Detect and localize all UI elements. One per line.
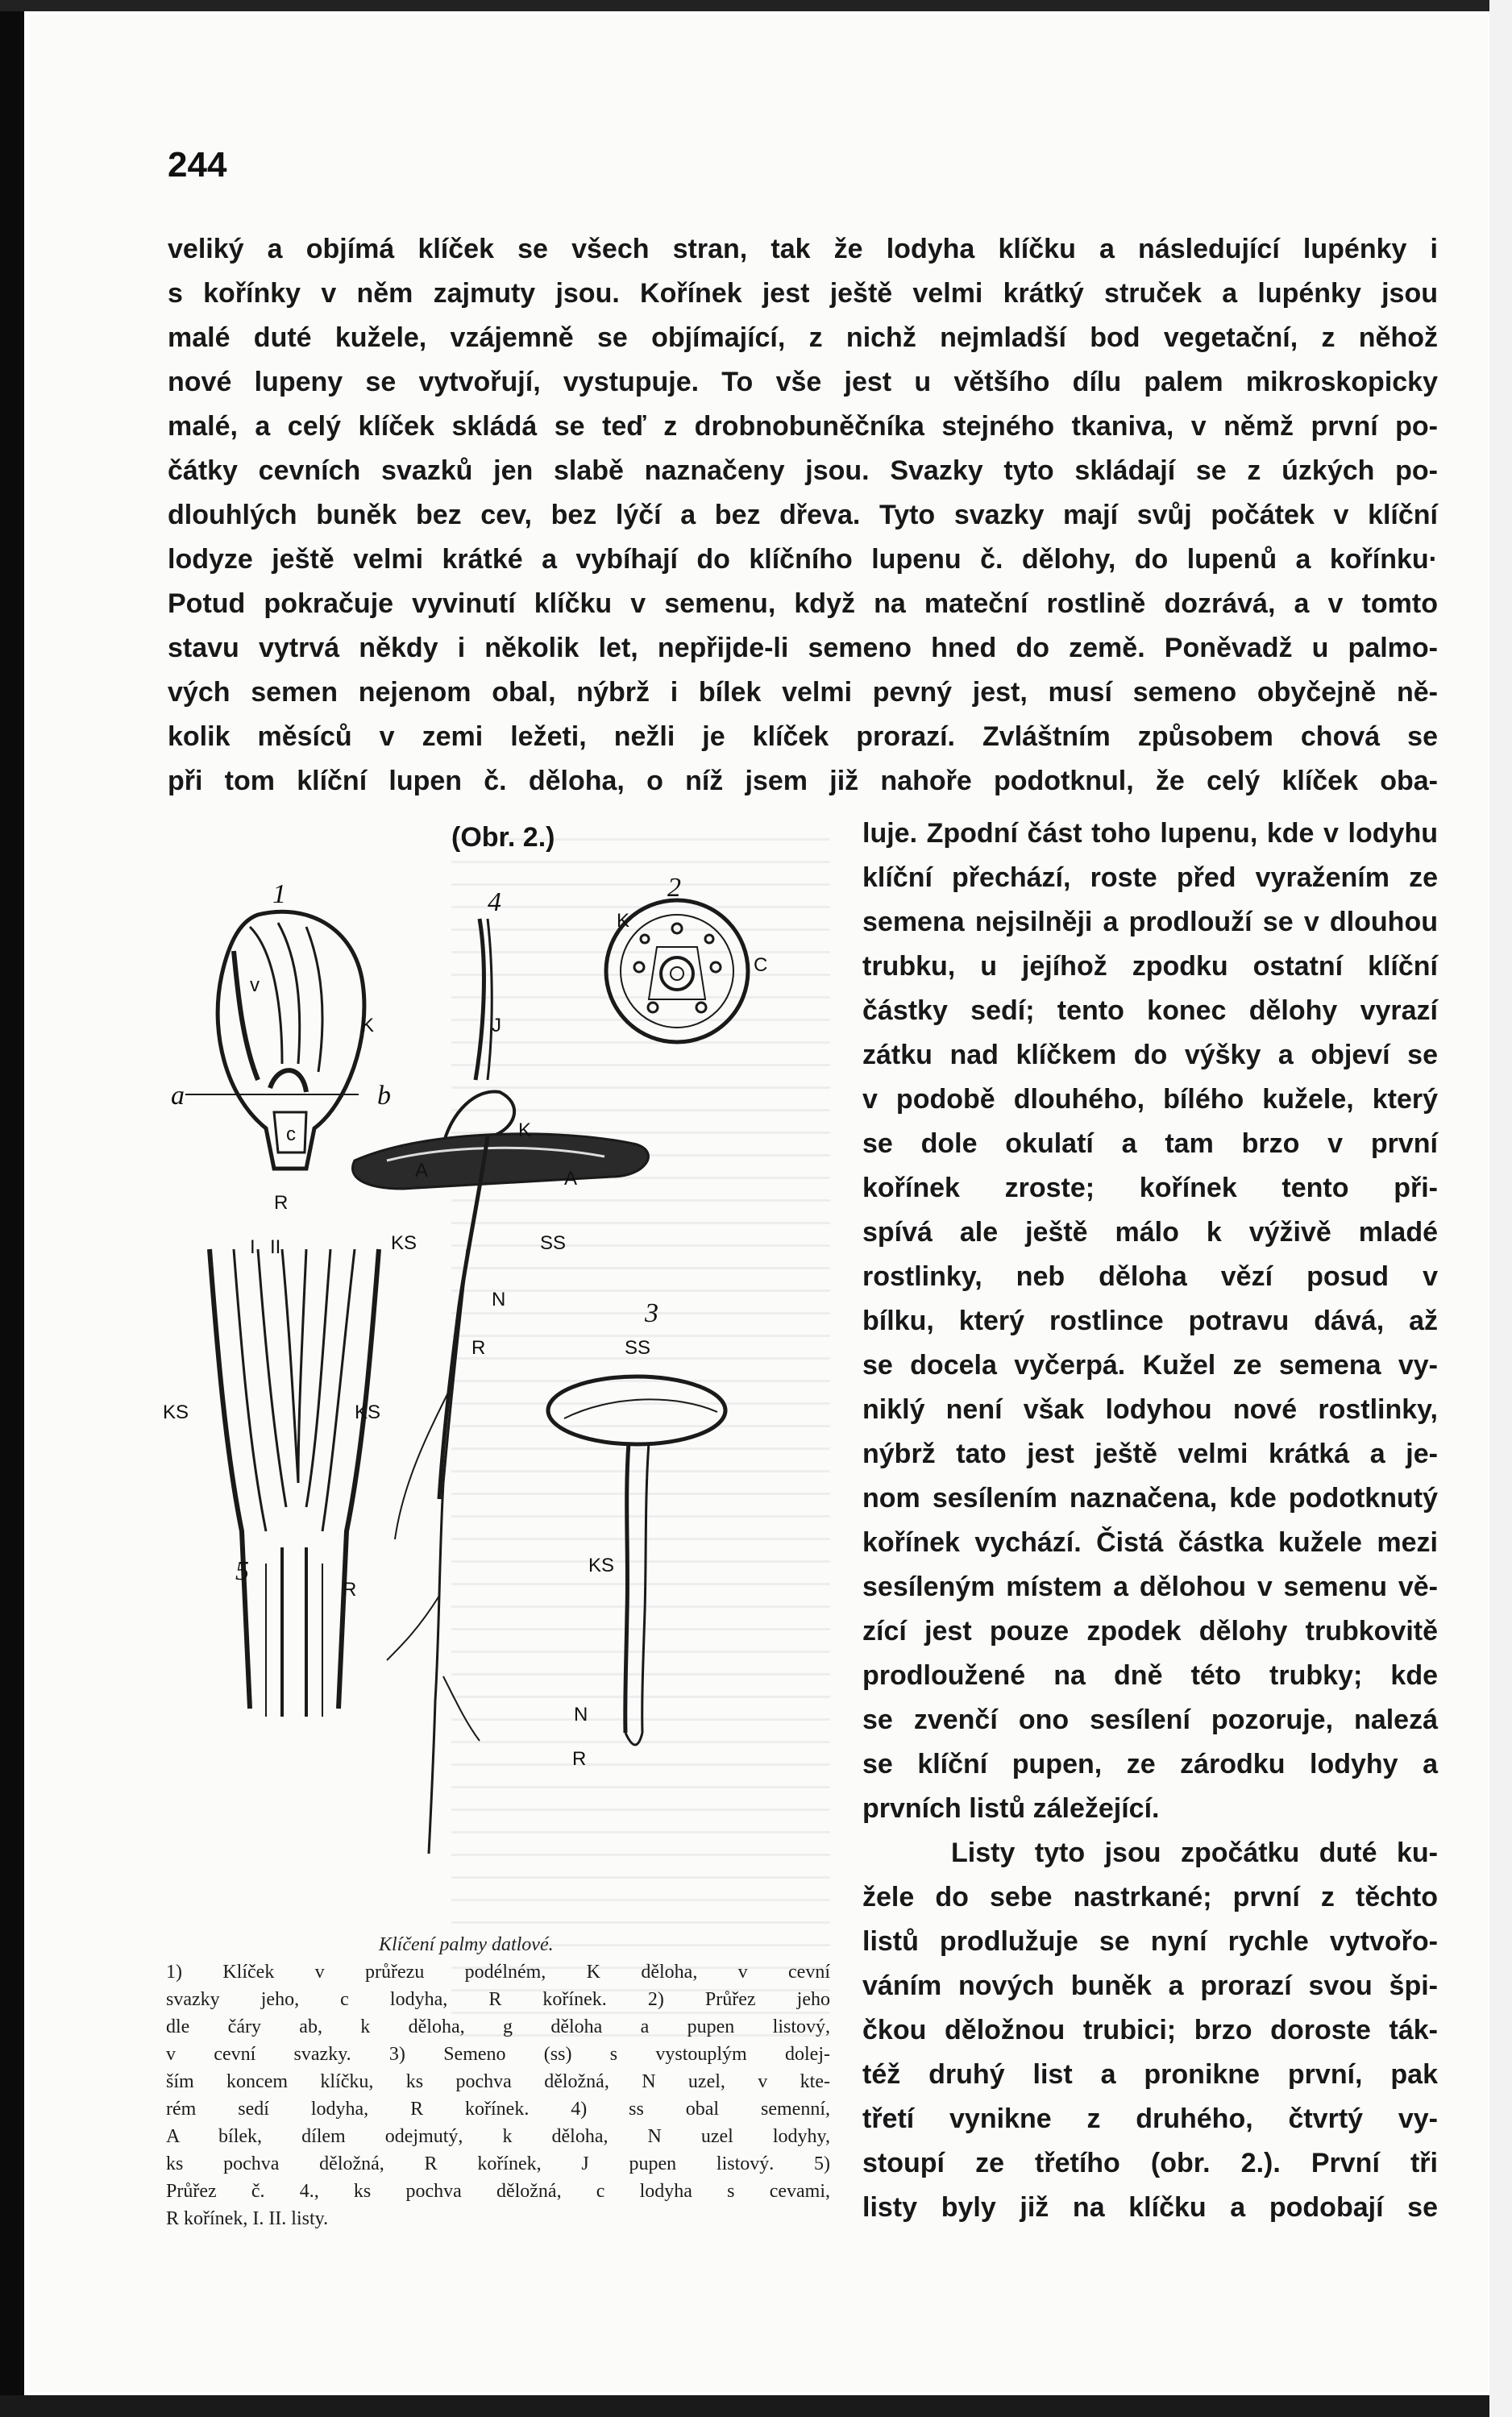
column-line: listů prodlužuje se nyní rychle vytvořo- <box>862 1926 1438 1957</box>
caption-line: Průřez č. 4., ks pochva děložná, c lodyha s cevami, <box>166 2181 830 2202</box>
label-fig1: 1 <box>272 879 286 909</box>
body-line: Potud pokračuje vyvinutí klíčku v semenu, když na mateční rostlině dozrává, a v tomto <box>168 588 1438 619</box>
column-line: čkou děložnou trubici; brzo doroste ták- <box>862 2015 1438 2045</box>
column-line: semena nejsilněji a prodlouží se v dlouhou <box>862 907 1438 937</box>
label-fig4: 4 <box>488 887 501 917</box>
body-line: s kořínky v něm zajmuty jsou. Kořínek jest ještě velmi krátký struček a lupénky jsou <box>168 278 1438 309</box>
column-line: se zvenčí ono sesílení pozoruje, nalezá <box>862 1705 1438 1735</box>
label-n1: N <box>492 1289 506 1310</box>
label-ks1: KS <box>163 1402 189 1423</box>
label-r4: R <box>572 1748 587 1770</box>
label-fig2: 2 <box>667 873 681 903</box>
label-a2: A <box>564 1168 578 1190</box>
caption-title: Klíčení palmy datlové. <box>379 1934 554 1955</box>
page-number: 244 <box>168 145 227 185</box>
figure-title: (Obr. 2.) <box>451 822 555 853</box>
column-line: luje. Zpodní část toho lupenu, kde v lodyhu <box>862 818 1438 849</box>
label-k3: K <box>617 910 630 932</box>
label-r1: R <box>274 1192 289 1214</box>
body-line: při tom klíční lupen č. děloha, o níž jsem již nahoře podotknul, že celý klíček oba- <box>168 766 1438 796</box>
label-ss2: SS <box>625 1337 651 1359</box>
caption-line: svazky jeho, c lodyha, R kořínek. 2) Průřez jeho <box>166 1989 830 2010</box>
column-line: se docela vyčerpá. Kužel ze semena vy- <box>862 1350 1438 1381</box>
scan-edge-left <box>0 0 24 2417</box>
label-ii: II <box>270 1236 281 1258</box>
caption-line: ks pochva děložná, R kořínek, J pupen listový. 5) <box>166 2153 830 2174</box>
column-line: klíční přechází, roste před vyražením ze <box>862 862 1438 893</box>
column-line: nýbrž tato jest ještě velmi krátká a je- <box>862 1439 1438 1469</box>
body-line: malé, a celý klíček skládá se teď z drobnobuněčníka stejného tkaniva, v němž první po- <box>168 411 1438 442</box>
column-line: zící jest pouze zpodek dělohy trubkovitě <box>862 1616 1438 1647</box>
column-line: částky sedí; tento konec dělohy vyrazí <box>862 995 1438 1026</box>
column-line: kořínek vychází. Čistá částka kužele mezi <box>862 1527 1438 1558</box>
fig3-seed-with-sheath <box>548 1377 725 1745</box>
column-line: bílku, který rostlince potravu dává, až <box>862 1306 1438 1336</box>
scan-edge-bottom <box>0 2395 1512 2417</box>
body-line: veliký a objímá klíček se všech stran, tak že lodyha klíčku a následující lupénky i <box>168 234 1438 264</box>
label-j: J <box>492 1015 501 1036</box>
body-line: stavu vytrvá někdy i několik let, nepřijde-li semeno hned do země. Poněvadž u palmo- <box>168 633 1438 663</box>
caption-line: 1) Klíček v průřezu podélném, K děloha, v cevní <box>166 1962 830 1983</box>
column-line: prodloužené na dně této trubky; kde <box>862 1660 1438 1691</box>
label-r2: R <box>471 1337 486 1359</box>
body-line: čátky cevních svazků jen slabě naznačeny jsou. Svazky tyto skládají se z úzkých po- <box>168 455 1438 486</box>
label-a1: A <box>415 1160 429 1182</box>
body-line: dlouhlých buněk bez cev, bez lýčí a bez dřeva. Tyto svazky mají svůj počátek v klíční <box>168 500 1438 530</box>
column-line: listy byly již na klíčku a podobají se <box>862 2192 1438 2223</box>
body-line: vých semen nejenom obal, nýbrž i bílek velmi pevný jest, musí semeno obyčejně ně- <box>168 677 1438 708</box>
column-line: Listy tyto jsou zpočátku duté ku- <box>951 1838 1438 1868</box>
label-i: I <box>250 1236 255 1258</box>
column-line: stoupí ze třetího (obr. 2.). První tři <box>862 2148 1438 2178</box>
body-line: kolik měsíců v zemi ležeti, nežli je klíček prorazí. Zvláštním způsobem chová se <box>168 721 1438 752</box>
column-line: v podobě dlouhého, bílého kužele, který <box>862 1084 1438 1115</box>
column-line: se dole okulatí a tam brzo v první <box>862 1128 1438 1159</box>
label-a: a <box>171 1081 185 1111</box>
caption-line: rém sedí lodyha, R kořínek. 4) ss obal semenní, <box>166 2099 830 2120</box>
label-ss1: SS <box>540 1232 567 1254</box>
column-line: trubku, u jejíhož zpodku ostatní klíční <box>862 951 1438 982</box>
label-ks4: KS <box>588 1555 615 1576</box>
caption-line: R kořínek, I. II. listy. <box>166 2208 329 2229</box>
label-c2: C <box>754 954 768 976</box>
column-line: třetí vynikne z druhého, čtvrtý vy- <box>862 2103 1438 2134</box>
column-line: kořínek zroste; kořínek tento při- <box>862 1173 1438 1203</box>
column-line: se klíční pupen, ze zárodku lodyhy a <box>862 1749 1438 1780</box>
label-b: b <box>377 1081 391 1111</box>
column-line: též druhý list a pronikne první, pak <box>862 2059 1438 2090</box>
body-line: lodyze ještě velmi krátké a vybíhají do klíčního lupenu č. dělohy, do lupenů a kořínku· <box>168 544 1438 575</box>
body-line: nové lupeny se vytvořují, vystupuje. To vše jest u většího dílu palem mikroskopicky <box>168 367 1438 397</box>
label-v: v <box>250 974 260 996</box>
column-line: váním nových buněk a prorazí svou špi- <box>862 1971 1438 2001</box>
label-n2: N <box>574 1704 588 1726</box>
column-line: sesíleným místem a dělohou v semenu vě- <box>862 1572 1438 1602</box>
column-line: nom sesílením naznačena, kde podotknutý <box>862 1483 1438 1514</box>
fig1-embryo-section <box>185 912 364 1169</box>
column-line: zátku nad klíčkem do výšky a objeví se <box>862 1040 1438 1070</box>
label-k2: K <box>518 1119 532 1141</box>
label-ks2: KS <box>355 1402 381 1423</box>
label-ks3: KS <box>391 1232 417 1254</box>
label-k: K <box>361 1015 375 1036</box>
scan-edge-top <box>0 0 1512 11</box>
caption-line: A bílek, dílem odejmutý, k děloha, N uzel lodyhy, <box>166 2126 830 2147</box>
scan-edge-right <box>1489 0 1512 2417</box>
palm-germination-figure <box>161 870 838 1926</box>
label-fig3: 3 <box>645 1298 658 1328</box>
column-line: niklý není však lodyhou nové rostlinky, <box>862 1394 1438 1425</box>
caption-line: ším koncem klíčku, ks pochva děložná, N uzel, v kte- <box>166 2071 830 2092</box>
label-r3: R <box>343 1579 357 1601</box>
column-line: rostlinky, neb děloha vězí posud v <box>862 1261 1438 1292</box>
body-line: malé duté kužele, vzájemně se objímající, z nichž nejmladší bod vegetační, z něhož <box>168 322 1438 353</box>
column-line: spívá ale ještě málo k výživě mladé <box>862 1217 1438 1248</box>
fig4-germinating-seed <box>353 919 649 1854</box>
label-fig5: 5 <box>235 1556 249 1586</box>
caption-line: dle čáry ab, k děloha, g děloha a pupen listový, <box>166 2016 830 2037</box>
column-line: prvních listů záležející. <box>862 1793 1160 1824</box>
fig5-longitudinal-section <box>210 1249 379 1717</box>
label-c: c <box>286 1123 296 1145</box>
column-line: žele do sebe nastrkané; první z těchto <box>862 1882 1438 1912</box>
caption-line: v cevní svazky. 3) Semeno (ss) s vystouplým dolej- <box>166 2044 830 2065</box>
